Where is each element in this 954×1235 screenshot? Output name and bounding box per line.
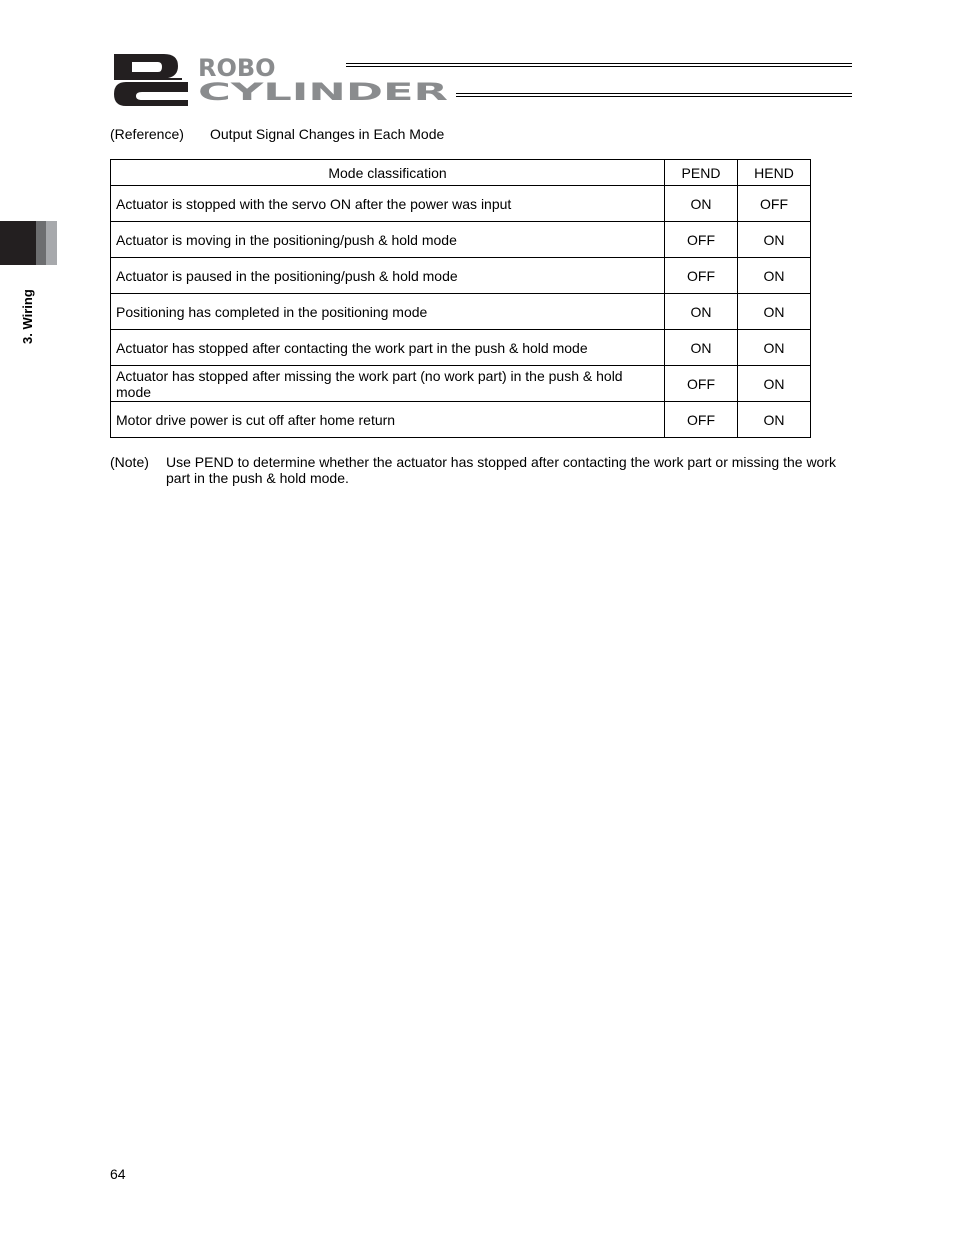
output-signal-table: [110, 159, 811, 438]
note-text: Use PEND to determine whether the actuator has stopped after contacting the work part or missing the work part in the push & hold mode.: [166, 454, 836, 486]
chapter-tab-light: [46, 221, 57, 265]
hend-cell: ON: [738, 330, 811, 366]
table-row: [111, 258, 811, 294]
hend-cell: ON: [738, 402, 811, 438]
reference-heading: [110, 126, 444, 142]
header-rule-top-1: [346, 63, 852, 64]
table-row: [111, 294, 811, 330]
note-block: [110, 454, 850, 486]
table-row: [111, 186, 811, 222]
mode-cell: Actuator is stopped with the servo ON after the power was input: [111, 186, 665, 222]
table-row: [111, 366, 811, 402]
reference-label: (Reference): [110, 126, 184, 142]
pend-cell: OFF: [665, 366, 738, 402]
header-rule-bottom-1: [456, 93, 852, 94]
hend-cell: OFF: [738, 186, 811, 222]
mode-cell: Actuator is paused in the positioning/push & hold mode: [111, 258, 665, 294]
robo-cylinder-logo: [112, 52, 452, 108]
pend-cell: OFF: [665, 402, 738, 438]
table-row: [111, 402, 811, 438]
logo-word-robo: ROBO: [198, 54, 276, 82]
hend-cell: ON: [738, 294, 811, 330]
table-row: [111, 222, 811, 258]
table-header-row: [111, 160, 811, 186]
pend-cell: OFF: [665, 222, 738, 258]
mode-cell: Actuator is moving in the positioning/push & hold mode: [111, 222, 665, 258]
header-mode-classification: Mode classification: [111, 160, 665, 186]
header-hend: HEND: [738, 160, 811, 186]
header-rule-bottom-2: [456, 96, 852, 97]
logo-word-cylinder: CYLINDER: [198, 78, 448, 106]
mode-cell: Actuator has stopped after contacting the work part in the push & hold mode: [111, 330, 665, 366]
mode-cell: Positioning has completed in the positioning mode: [111, 294, 665, 330]
table-row: [111, 330, 811, 366]
hend-cell: ON: [738, 366, 811, 402]
mode-cell: Motor drive power is cut off after home return: [111, 402, 665, 438]
note-label: (Note): [110, 454, 149, 470]
chapter-label: 3. Wiring: [20, 289, 35, 344]
pend-cell: ON: [665, 294, 738, 330]
pend-cell: ON: [665, 186, 738, 222]
mode-cell: Actuator has stopped after missing the work part (no work part) in the push & hold mode: [111, 366, 665, 402]
header-rule-top-2: [346, 66, 852, 67]
header-pend: PEND: [665, 160, 738, 186]
hend-cell: ON: [738, 258, 811, 294]
logo-graphic: [112, 52, 452, 108]
pend-cell: ON: [665, 330, 738, 366]
reference-title: Output Signal Changes in Each Mode: [210, 126, 445, 142]
pend-cell: OFF: [665, 258, 738, 294]
hend-cell: ON: [738, 222, 811, 258]
page-number: 64: [110, 1166, 126, 1182]
